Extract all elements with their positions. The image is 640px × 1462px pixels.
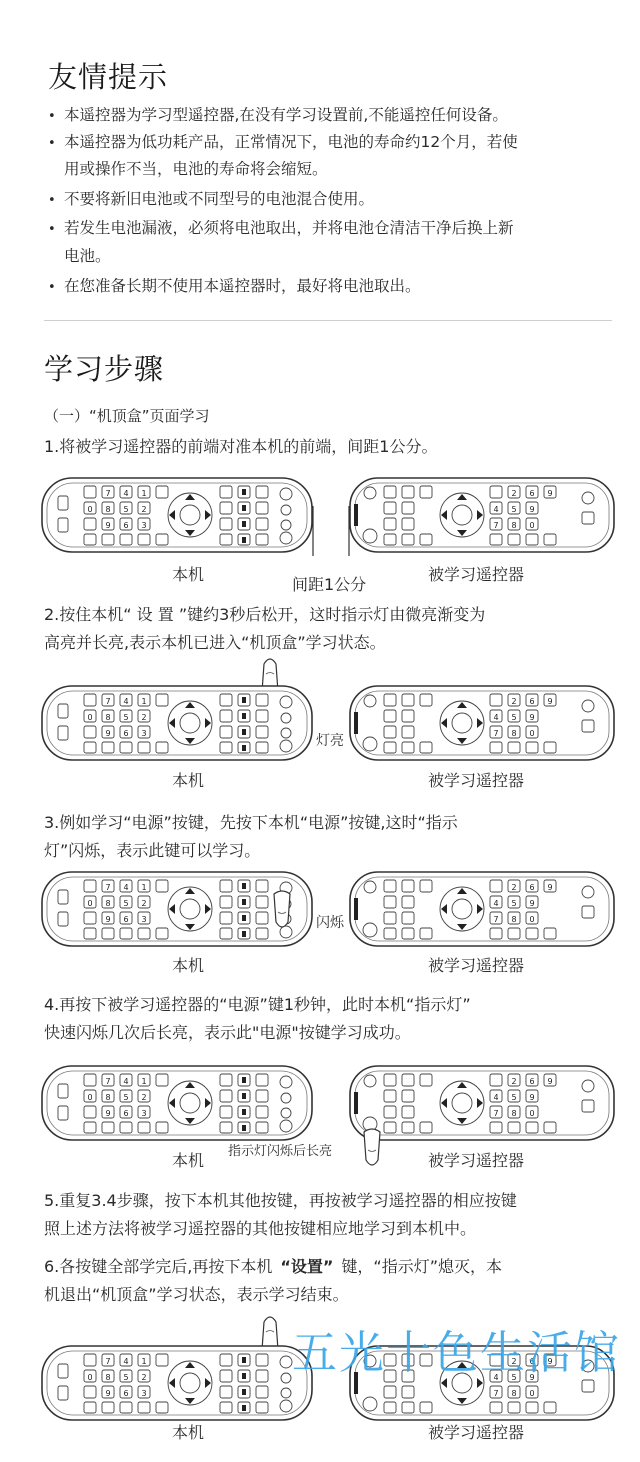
learned-remote <box>350 478 614 552</box>
caption-learned-remote-5: 被学习遥控器 <box>428 1423 525 1442</box>
pressing-hand-icon <box>274 891 290 927</box>
caption-learned-remote-3: 被学习遥控器 <box>428 956 525 975</box>
tip-1: • 本遥控器为学习型遥控器,在没有学习设置前,不能遥控任何设备。 <box>48 106 508 124</box>
figure-1 <box>42 476 616 556</box>
section-subtitle: （一）“机顶盒”页面学习 <box>44 407 210 425</box>
watermark: 五光十色生活馆 <box>292 1326 622 1379</box>
tip-3: • 不要将新旧电池或不同型号的电池混合使用。 <box>48 190 375 208</box>
tip-4: • 若发生电池漏液，必须将电池取出，并将电池仓清洁干净后换上新 <box>48 219 514 237</box>
tip-4-cont: 电池。 <box>64 247 111 265</box>
tip-5: • 在您准备长期不使用本遥控器时，最好将电池取出。 <box>48 277 421 295</box>
step-2b: 高亮并长亮,表示本机已进入“机顶盒”学习状态。 <box>44 633 386 652</box>
step-6b: 机退出“机顶盒”学习状态，表示学习结束。 <box>44 1285 349 1304</box>
step-4a: 4.再按下被学习遥控器的“电源”键1秒钟，此时本机“指示灯” <box>44 995 471 1014</box>
step-2a: 2.按住本机“ 设 置 ”键约3秒后松开，这时指示灯由微亮渐变为 <box>44 605 486 624</box>
learn-title: 学习步骤 <box>44 352 165 386</box>
tips-title: 友情提示 <box>48 60 169 94</box>
tip-2-cont: 用或操作不当，电池的寿命将会缩短。 <box>64 160 328 178</box>
caption-this-unit-5: 本机 <box>172 1423 205 1442</box>
tip-2: • 本遥控器为低功耗产品，正常情况下，电池的寿命约12个月，若使 <box>48 133 518 151</box>
caption-learned-remote-4: 被学习遥控器 <box>428 1151 525 1170</box>
step-3b: 灯”闪烁，表示此键可以学习。 <box>44 841 261 860</box>
caption-this-unit-3: 本机 <box>172 956 205 975</box>
label-light-on: 灯亮 <box>316 733 344 749</box>
caption-learned-remote-2: 被学习遥控器 <box>428 771 525 790</box>
caption-this-unit-2: 本机 <box>172 771 205 790</box>
step-1: 1.将被学习遥控器的前端对准本机的前端，间距1公分。 <box>44 437 438 456</box>
label-flash-then-on: 指示灯闪烁后长亮 <box>228 1144 333 1159</box>
label-flashing: 闪烁 <box>316 915 344 931</box>
caption-distance: 间距1公分 <box>292 575 367 594</box>
step-3a: 3.例如学习“电源”按键，先按下本机“电源”按键,这时“指示 <box>44 813 458 832</box>
caption-this-unit-4: 本机 <box>172 1151 205 1170</box>
step-5b: 照上述方法将被学习遥控器的其他按键相应地学习到本机中。 <box>44 1219 477 1238</box>
caption-learned-remote: 被学习遥控器 <box>428 565 525 584</box>
caption-this-unit: 本机 <box>172 565 205 584</box>
step-4b: 快速闪烁几次后长亮，表示此"电源"按键学习成功。 <box>44 1023 411 1042</box>
this-unit-remote <box>42 478 312 552</box>
step-5a: 5.重复3.4步骤，按下本机其他按键，再按被学习遥控器的相应按键 <box>44 1191 517 1210</box>
section-divider <box>44 320 612 321</box>
step-6a: 6.各按键全部学完后,再按下本机 “设置” 键，“指示灯”熄灭，本 <box>44 1257 502 1276</box>
